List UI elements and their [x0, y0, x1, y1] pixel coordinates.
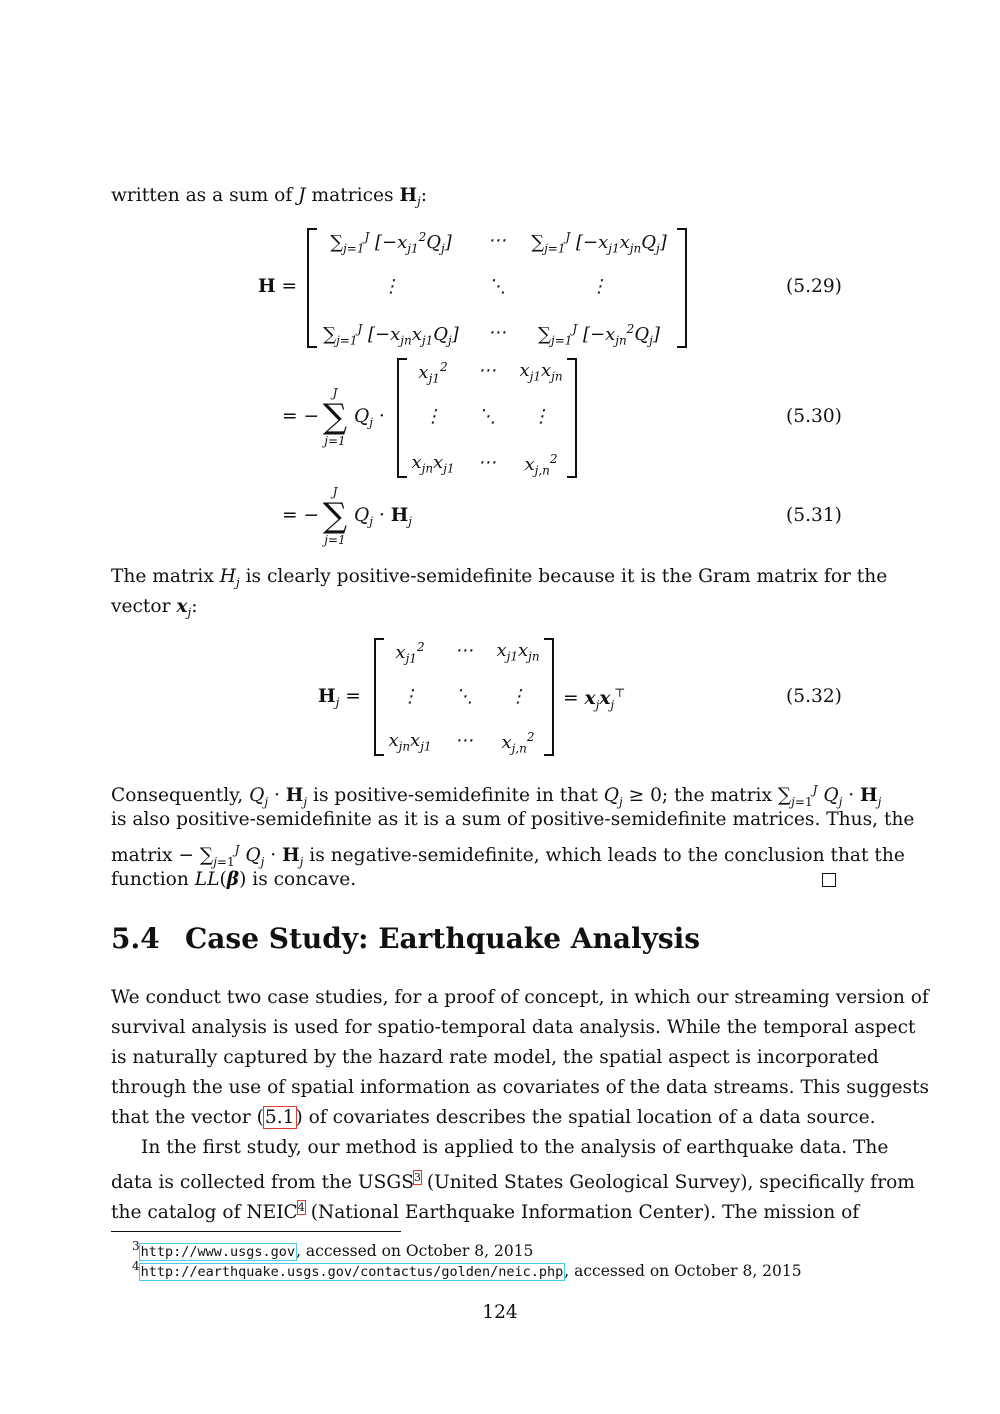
qed-square: [822, 873, 836, 887]
eq-5-31-sum: J ∑ j=1: [322, 485, 348, 547]
p1-line-3: is naturally captured by the hazard rate model, the spatial aspect is incorporated: [111, 1047, 879, 1068]
conseq-line-4: function LL(β) is concave.: [111, 869, 357, 890]
section-number: 5.4: [111, 922, 160, 955]
eq-5-29-lhs: H =: [258, 276, 298, 297]
eq-5-32-lhs: $H_j$ =: [318, 686, 361, 710]
eq-5-30-qj: $Q_j$ ·: [354, 406, 385, 430]
eq-5-32-number: (5.32): [786, 686, 842, 707]
conseq-line-3: matrix − $\sum_{j=1}^J$ $Q_j \cdot H_j$ is negative-semidefinite, which leads to the conclusion that the: [111, 843, 905, 869]
paragraph-consequently: [111, 775, 915, 895]
equation-ref-link[interactable]: 5.1: [264, 1107, 295, 1128]
footnote-4: $^4$http://earthquake.usgs.gov/contactus/golden/neic.php, accessed on October 8, 2015: [132, 1259, 802, 1281]
section-title: Case Study: Earthquake Analysis: [185, 922, 701, 955]
p2-line-1: In the first study, our method is applied to the analysis of earthquake data. The: [141, 1137, 889, 1158]
conseq-line-1: Consequently, $Q_j \cdot H_j$ is positive-semidefinite in that $Q_j \ge 0$; the matrix $\sum_{j=1}^J$ $Q_j \cdot H_j$: [111, 783, 882, 809]
eq-5-30-number: (5.30): [786, 406, 842, 427]
eq-5-31-lhs: = −: [282, 505, 320, 526]
p1-line-5: that the vector (5.1) of covariates describes the spatial location of a data source.: [111, 1107, 876, 1128]
footnote-3: $^3$http://www.usgs.gov, accessed on October 8, 2015: [132, 1239, 534, 1261]
eq-5-32-matrix: $x_{j1}^2$ ⋯ $x_{j1}x_{jn}$ ⋮ ⋱ ⋮ $x_{jn}x_{j1}$ ⋯ $x_{j,n}^2$: [374, 638, 554, 756]
page-number: 124: [482, 1302, 518, 1323]
footnote-4-link[interactable]: 4: [297, 1201, 305, 1214]
p1-line-4: through the use of spatial information as covariates of the data streams. This suggests: [111, 1077, 930, 1098]
eq-5-30-sum: J ∑ j=1: [322, 386, 348, 448]
usgs-url-link[interactable]: http://www.usgs.gov: [140, 1244, 296, 1261]
paragraph-1: [111, 983, 930, 1133]
eq-5-29-number: (5.29): [786, 276, 842, 297]
paragraph-2: [111, 1133, 915, 1224]
footnote-rule: [111, 1231, 401, 1232]
p1-line-1: We conduct two case studies, for a proof of concept, in which our streaming version of: [111, 987, 929, 1008]
neic-url-link[interactable]: http://earthquake.usgs.gov/contactus/golden/neic.php: [140, 1264, 564, 1281]
gram-line-2: vector $x_j$:: [111, 596, 198, 620]
p2-line-2: data is collected from the USGS$^3$ (United States Geological Survey), specifically from: [111, 1171, 915, 1194]
paragraph-gram: [111, 562, 888, 622]
eq-5-30-matrix: $x_{j1}^2$ ⋯ $x_{j1}x_{jn}$ ⋮ ⋱ ⋮ $x_{jn}x_{j1}$ ⋯ $x_{j,n}^2$: [397, 358, 577, 478]
p2-line-3: the catalog of NEIC$^4$ (National Earthquake Information Center). The mission of: [111, 1201, 860, 1224]
intro-line: written as a sum of J matrices $H_j$:: [111, 185, 428, 209]
footnote-3-link[interactable]: 3: [413, 1171, 421, 1184]
eq-5-32-rhs: = $x_jx_j^⊤$: [563, 686, 626, 712]
eq-5-31-number: (5.31): [786, 505, 842, 526]
eq-5-29-matrix: $\sum_{j=1}^J$ $[-x_{j1}^2Q_j]$ ⋯ $\sum_{j=1}^J$ $[-x_{j1}x_{jn}Q_j]$ ⋮ ⋱ ⋮ $\sum_{j=1}^J$ $[-x_{jn}x_{j1}Q_j]$ ⋯ $\sum_{j=1}^J$ $[-x_{jn}^2Q_j]$: [307, 228, 687, 348]
gram-line-1: The matrix $H_j$ is clearly positive-semidefinite because it is the Gram matrix for the: [111, 566, 888, 590]
eq-5-30-lhs: = −: [282, 406, 320, 427]
section-heading: [111, 922, 700, 955]
conseq-line-2: is also positive-semidefinite as it is a sum of positive-semidefinite matrices. Thus, the: [111, 809, 915, 830]
eq-5-31-rhs: $Q_j \cdot H_j$: [354, 505, 413, 529]
p1-line-2: survival analysis is used for spatio-temporal data analysis. While the temporal aspect: [111, 1017, 916, 1038]
